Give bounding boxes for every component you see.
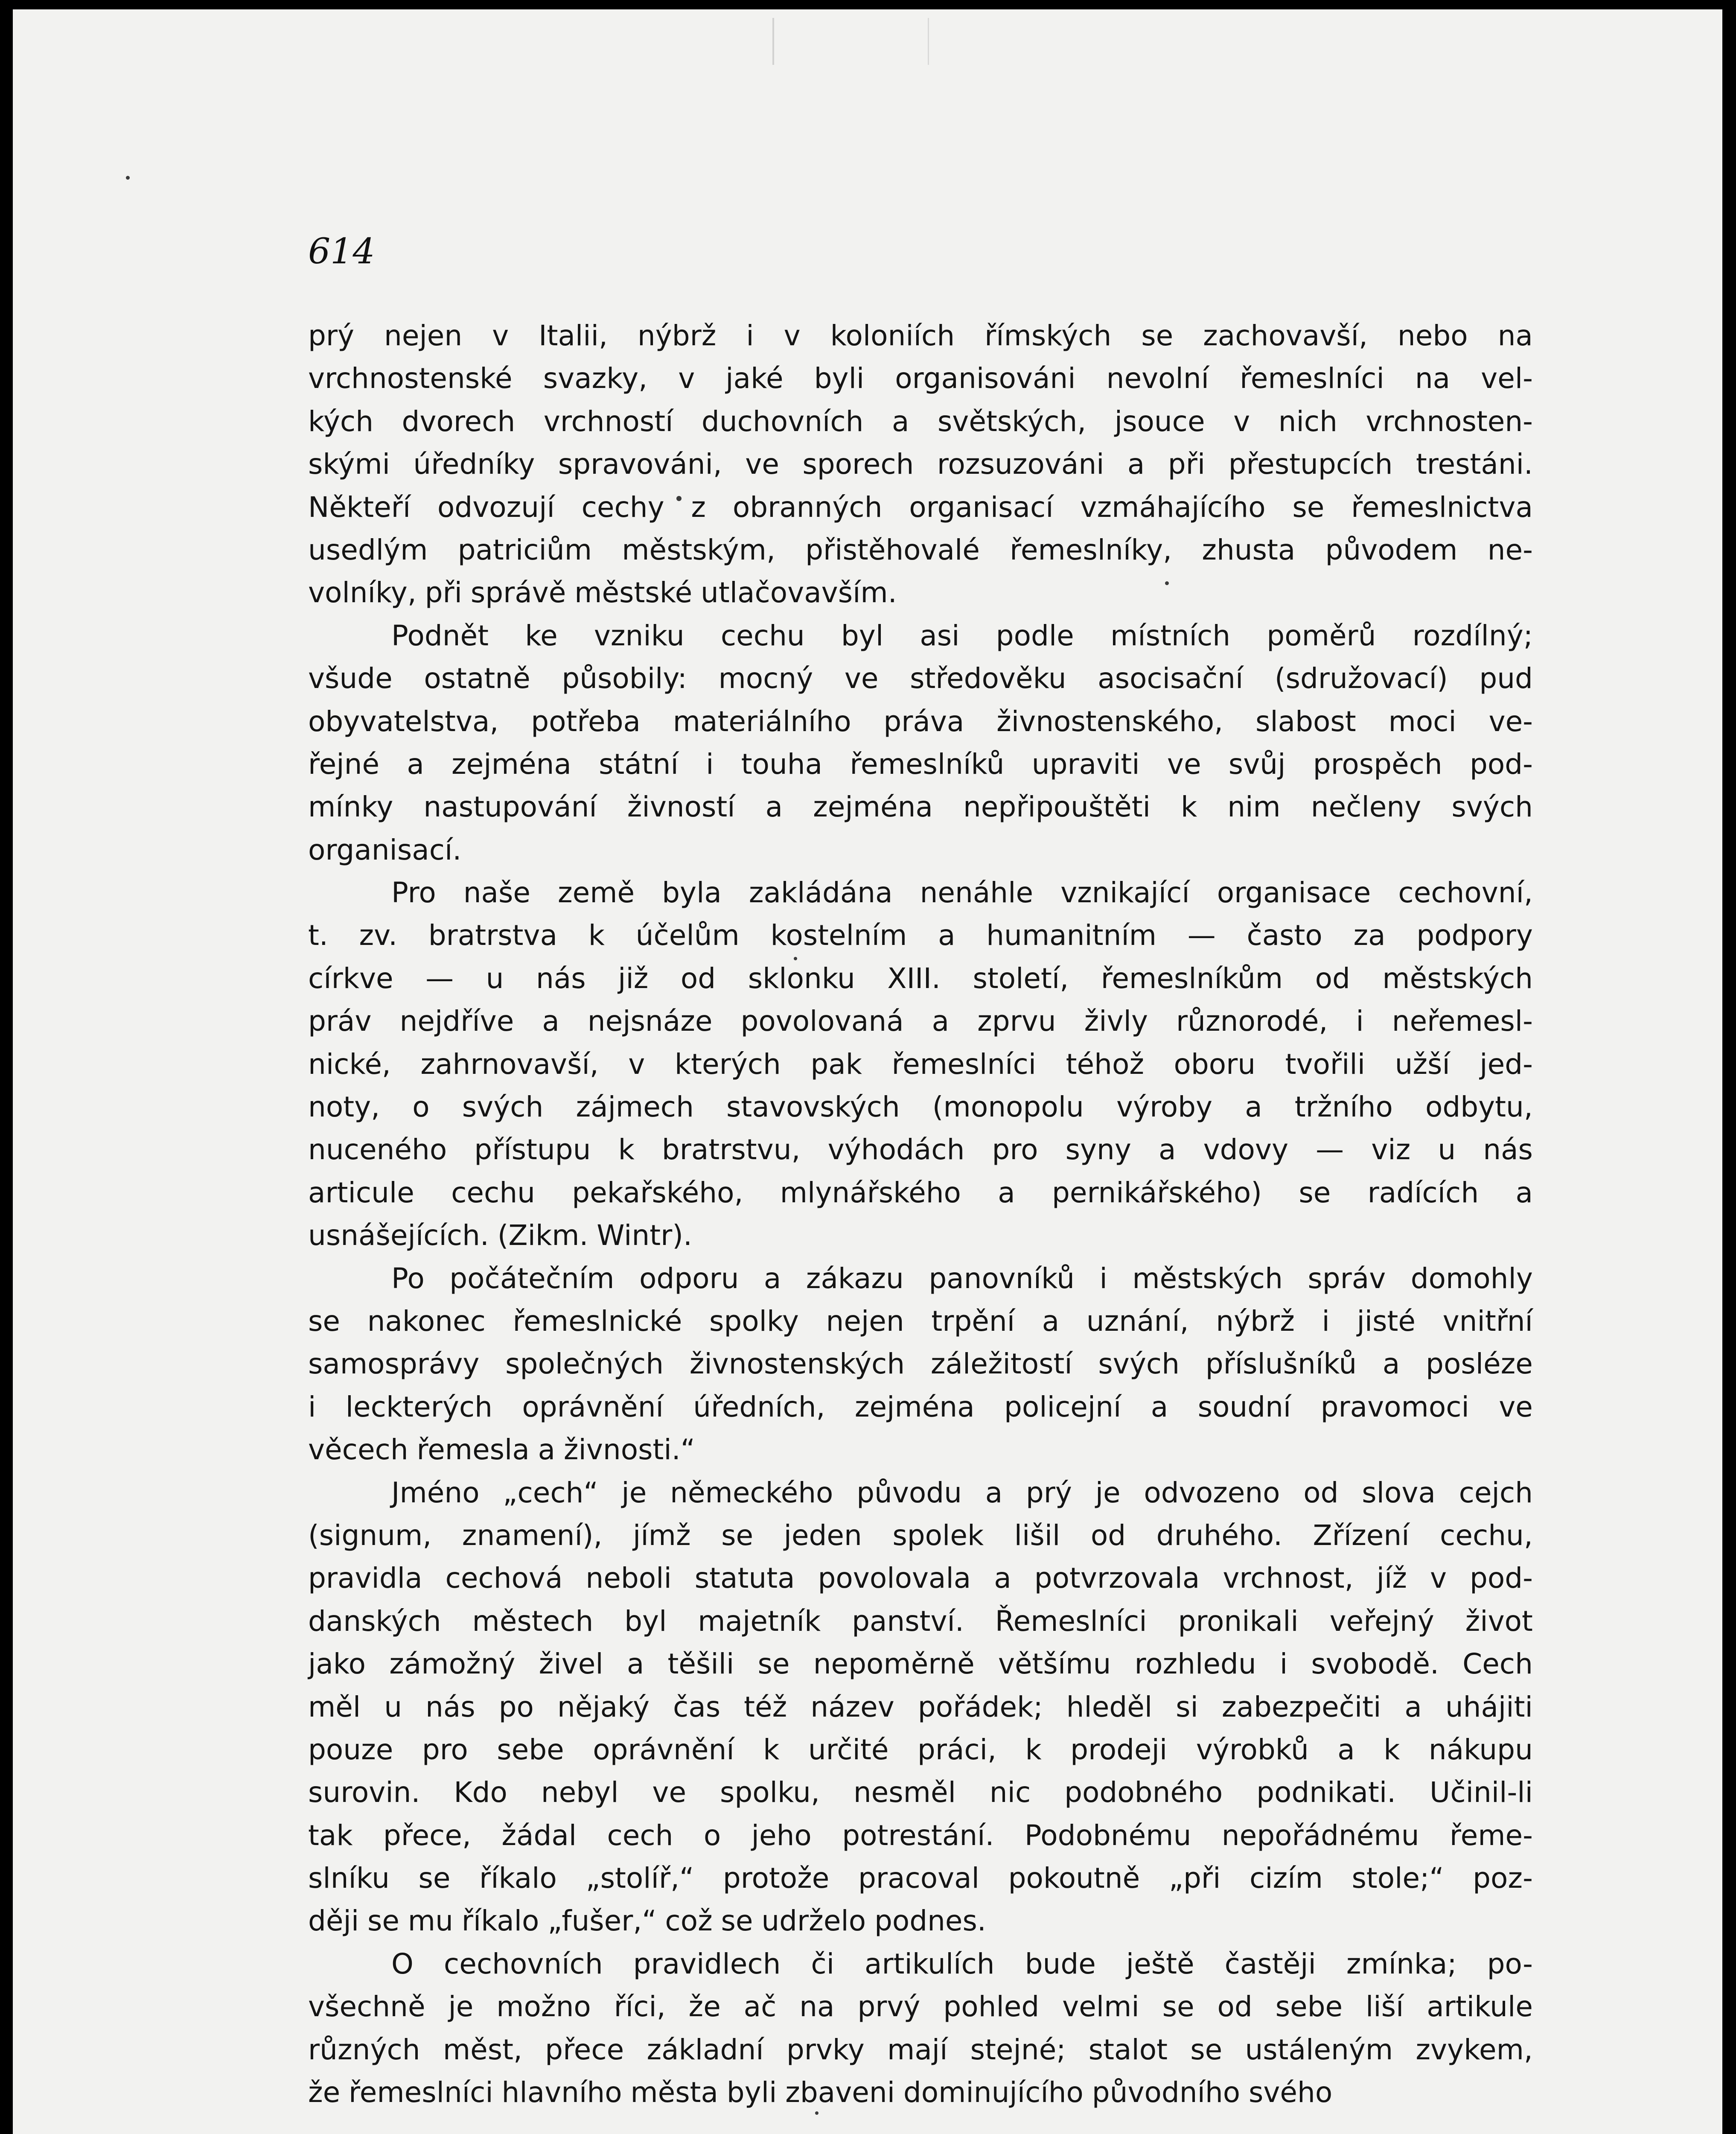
text-line: věcech řemesla a živnosti.“ bbox=[308, 1433, 695, 1466]
text-line: nuceného přístupu k bratrstvu, výhodách pro syny a vdovy — viz u nás bbox=[308, 1133, 1533, 1166]
text-line: Pro naše země byla zakládána nenáhle vznikající organisace cechovní, bbox=[391, 876, 1533, 910]
text-line: samosprávy společných živnostenských záležitostí svých příslušníků a posléze bbox=[308, 1347, 1533, 1381]
text-line: církve — u nás již od sklonku XIII. století, řemeslníkům od městských bbox=[308, 962, 1533, 995]
text-line: řejné a zejména státní i touha řemeslníků upraviti ve svůj prospěch pod- bbox=[308, 747, 1533, 781]
text-line: slníku se říkalo „stolíř,“ protože pracoval pokoutně „při cizím stole;“ poz- bbox=[308, 1862, 1533, 1895]
paragraph bbox=[308, 1943, 1533, 2114]
text-line: t. zv. bratrstva k účelům kostelním a humanitním — často za podpory bbox=[308, 919, 1533, 952]
text-line: kých dvorech vrchností duchovních a světských, jsouce v nich vrchnosten- bbox=[308, 405, 1533, 438]
text-line: O cechovních pravidlech či artikulích bude ještě častěji zmínka; po- bbox=[391, 1947, 1533, 1980]
text-line: Jméno „cech“ je německého původu a prý je odvozeno od slova cejch bbox=[391, 1476, 1533, 1509]
text-line: articule cechu pekařského, mlynářského a pernikářského) se radících a bbox=[308, 1176, 1533, 1209]
text-line: skými úředníky spravováni, ve sporech rozsuzováni a při přestupcích trestáni. bbox=[308, 448, 1533, 481]
text-line: ději se mu říkalo „fušer,“ což se udrželo podnes. bbox=[308, 1904, 986, 1938]
paragraph bbox=[308, 872, 1533, 1257]
scan-artifact bbox=[772, 18, 929, 65]
text-line: prý nejen v Italii, nýbrž i v koloniích římských se zachovavší, nebo na bbox=[308, 319, 1533, 352]
text-line: danských městech byl majetník panství. Řemeslníci pronikali veřejný život bbox=[308, 1604, 1533, 1638]
text-line: organisací. bbox=[308, 833, 462, 866]
text-line: jako zámožný živel a těšili se nepoměrně většímu rozhledu i svobodě. Cech bbox=[308, 1647, 1533, 1681]
text-line: Někteří odvozují cechy z obranných organisací vzmáhajícího se řemeslnictva bbox=[308, 490, 1533, 524]
text-line: všude ostatně působily: mocný ve středověku asocisační (sdružovací) pud bbox=[308, 662, 1533, 695]
text-line: volníky, při správě městské utlačovavším. bbox=[308, 576, 897, 609]
text-line: obyvatelstva, potřeba materiálního práva živnostenského, slabost moci ve- bbox=[308, 705, 1533, 738]
paragraph bbox=[308, 615, 1533, 872]
text-line: (signum, znamení), jímž se jeden spolek lišil od druhého. Zřízení cechu, bbox=[308, 1519, 1533, 1552]
paragraph bbox=[308, 1257, 1533, 1472]
text-line: práv nejdříve a nejsnáze povolovaná a zprvu živly různorodé, i neřemesl- bbox=[308, 1005, 1533, 1038]
text-line: usedlým patriciům městským, přistěhovalé řemeslníky, zhusta původem ne- bbox=[308, 533, 1533, 566]
text-line: Podnět ke vzniku cechu byl asi podle místních poměrů rozdílný; bbox=[391, 619, 1533, 652]
dust-speck bbox=[126, 176, 130, 180]
text-line: se nakonec řemeslnické spolky nejen trpění a uznání, nýbrž i jisté vnitřní bbox=[308, 1304, 1533, 1338]
body-text bbox=[308, 315, 1533, 2114]
text-line: měl u nás po nějaký čas též název pořádek; hleděl si zabezpečiti a uhájiti bbox=[308, 1690, 1533, 1723]
text-line: pouze pro sebe oprávnění k určité práci, k prodeji výrobků a k nákupu bbox=[308, 1733, 1533, 1766]
text-line: noty, o svých zájmech stavovských (monopolu výroby a tržního odbytu, bbox=[308, 1090, 1533, 1124]
paragraph bbox=[308, 1472, 1533, 1943]
text-line: všechně je možno říci, že ač na prvý pohled velmi se od sebe liší artikule bbox=[308, 1990, 1533, 2023]
paragraph bbox=[308, 315, 1533, 615]
text-line: tak přece, žádal cech o jeho potrestání. Podobnému nepořádnému řeme- bbox=[308, 1819, 1533, 1852]
document-page bbox=[13, 9, 1722, 2134]
text-line: Po počátečním odporu a zákazu panovníků i městských správ domohly bbox=[391, 1262, 1533, 1295]
text-line: usnášejících. (Zikm. Wintr). bbox=[308, 1219, 692, 1252]
text-line: i leckterých oprávnění úředních, zejména policejní a soudní pravomoci ve bbox=[308, 1390, 1533, 1423]
text-line: různých měst, přece základní prvky mají stejné; stalot se ustáleným zvykem, bbox=[308, 2033, 1533, 2066]
text-line: nické, zahrnovavší, v kterých pak řemeslníci téhož oboru tvořili užší jed- bbox=[308, 1047, 1533, 1081]
text-line: surovin. Kdo nebyl ve spolku, nesměl nic podobného podnikati. Učinil-li bbox=[308, 1776, 1533, 1809]
text-line: vrchnostenské svazky, v jaké byli organisováni nevolní řemeslníci na vel- bbox=[308, 362, 1533, 395]
page-number: 614 bbox=[308, 231, 375, 272]
text-line: pravidla cechová neboli statuta povolovala a potvrzovala vrchnost, jíž v pod- bbox=[308, 1562, 1533, 1595]
text-line: mínky nastupování živností a zejména nepřipouštěti k nim nečleny svých bbox=[308, 790, 1533, 824]
text-line: že řemeslníci hlavního města byli zbaveni dominujícího původního svého bbox=[308, 2076, 1333, 2109]
